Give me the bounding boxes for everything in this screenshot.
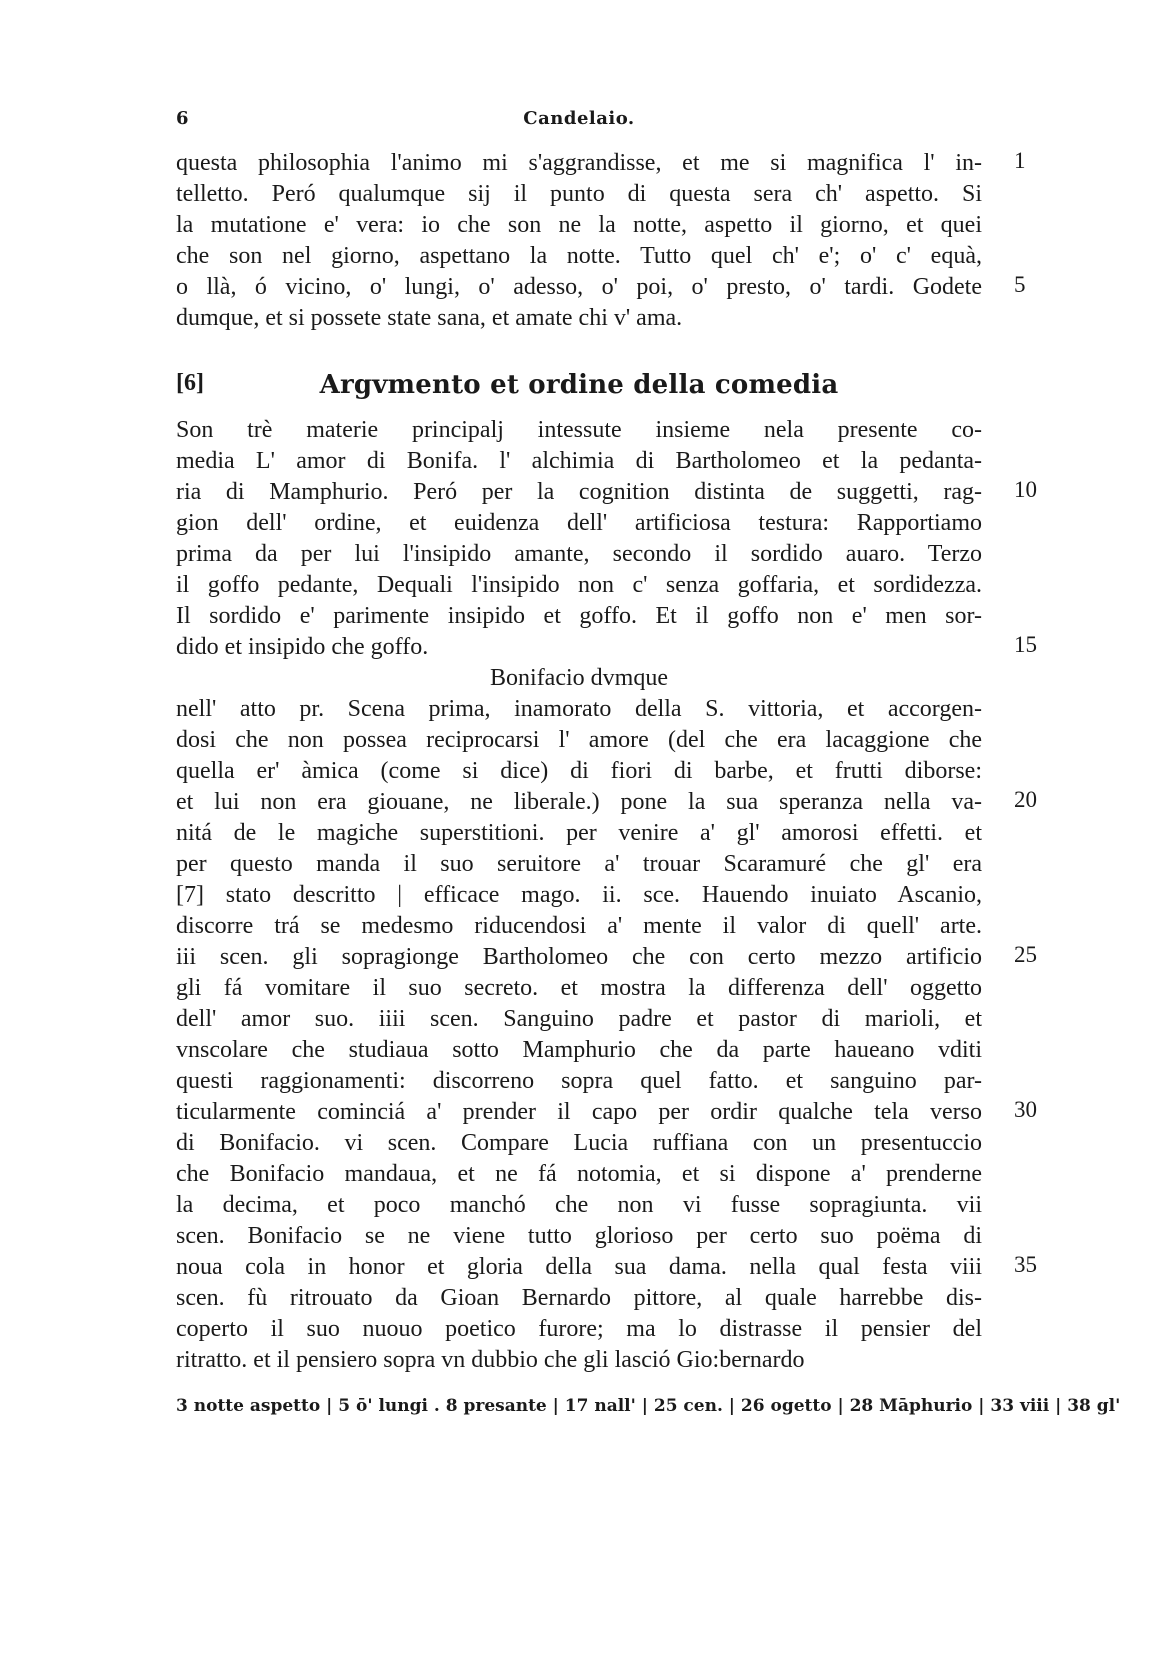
text-line: dosi che non possea reciprocarsi l' amore (del che era lacaggione che [176, 727, 982, 753]
text-line: questi raggionamenti: discorreno sopra quel fatto. et sanguino par- [176, 1068, 982, 1094]
text-line: et lui non era giouane, ne liberale.) pone la sua speranza nella va- [176, 789, 982, 815]
text-line: scen. fù ritrouato da Gioan Bernardo pittore, al quale harrebbe dis- [176, 1285, 982, 1311]
text-line: dido et insipido che goffo. [176, 634, 429, 660]
line-number: 10 [1014, 477, 1037, 502]
line-number: 15 [1014, 632, 1037, 657]
text-line: di Bonifacio. vi scen. Compare Lucia ruffiana con un presentuccio [176, 1130, 982, 1156]
intro-text-block [176, 148, 1026, 334]
running-head [176, 108, 982, 138]
text-line: la decima, et poco manchó che non vi fusse sopragiunta. vii [176, 1192, 982, 1218]
text-line: Bonifacio dvmque [490, 665, 668, 691]
text-line: ticularmente cominciá a' prender il capo per ordir qualche tela verso [176, 1099, 982, 1125]
text-line: o llà, ó vicino, o' lungi, o' adesso, o' poi, o' presto, o' tardi. Godete [176, 274, 982, 300]
text-line: per questo manda il suo seruitore a' trouar Scaramuré che gl' era [176, 851, 982, 877]
text-line: che Bonifacio mandaua, et ne fá notomia, et si dispone a' prenderne [176, 1161, 982, 1187]
page-number: 6 [176, 108, 190, 129]
text-line: dumque, et si possete state sana, et amate chi v' ama. [176, 305, 683, 331]
running-title: Candelaio. [523, 108, 635, 129]
text-line: scen. Bonifacio se ne viene tutto glorioso per certo suo poëma di [176, 1223, 982, 1249]
text-line: vnscolare che studiaua sotto Mamphurio che da parte haueano vditi [176, 1037, 982, 1063]
text-line: la mutatione e' vera: io che son ne la notte, aspetto il giorno, et quei [176, 212, 982, 238]
text-line: questa philosophia l'animo mi s'aggrandisse, et me si magnifica l' in- [176, 150, 982, 176]
section-heading [176, 370, 982, 410]
argument-text-block [176, 415, 1037, 1376]
text-line: che son nel giorno, aspettano la notte. Tutto quel ch' e'; o' c' equà, [176, 243, 982, 269]
line-number: 20 [1014, 787, 1037, 812]
text-line: nitá de le magiche superstitioni. per venire a' gl' amorosi effetti. et [176, 820, 982, 846]
text-line: media L' amor di Bonifa. l' alchimia di Bartholomeo et la pedanta- [176, 448, 982, 474]
line-number: 25 [1014, 942, 1037, 967]
text-line: telletto. Peró qualumque sij il punto di questa sera ch' aspetto. Si [176, 181, 982, 207]
text-line: dell' amor suo. iiii scen. Sanguino padre et pastor di marioli, et [176, 1006, 982, 1032]
text-line: gli fá vomitare il suo secreto. et mostra la differenza dell' oggetto [176, 975, 982, 1001]
text-line: iii scen. gli sopragionge Bartholomeo che con certo mezzo artificio [176, 944, 982, 970]
text-line: discorre trá se medesmo riducendosi a' mente il valor di quell' arte. [176, 913, 982, 939]
text-line: Il sordido e' parimente insipido et goffo. Et il goffo non e' men sor- [176, 603, 982, 629]
text-line: gion dell' ordine, et euidenza dell' artificiosa testura: Rapportiamo [176, 510, 982, 536]
line-number: 30 [1014, 1097, 1037, 1122]
text-line: coperto il suo nuouo poetico furore; ma lo distrasse il pensier del [176, 1316, 982, 1342]
text-line: prima da per lui l'insipido amante, secondo il sordido auaro. Terzo [176, 541, 982, 567]
text-line: [7] stato descritto | efficace mago. ii. sce. Hauendo inuiato Ascanio, [176, 882, 982, 908]
section-title: Argvmento et ordine della comedia [319, 370, 839, 400]
text-line: Son trè materie principalj intessute insieme nela presente co- [176, 417, 982, 443]
text-line: nell' atto pr. Scena prima, inamorato della S. vittoria, et accorgen- [176, 696, 982, 722]
line-number: 1 [1014, 148, 1026, 173]
line-number: 5 [1014, 272, 1026, 297]
text-line: quella er' àmica (come si dice) di fiori di barbe, et frutti diborse: [176, 758, 982, 784]
text-line: ria di Mamphurio. Peró per la cognition distinta de suggetti, rag- [176, 479, 982, 505]
line-number: 35 [1014, 1252, 1037, 1277]
critical-apparatus: 3 notte aspetto | 5 ō' lungi . 8 presante | 17 nall' | 25 cen. | 26 ogetto | 28 Māphurio | 33 viii | 38 gl' [176, 1396, 1121, 1416]
section-marker: [6] [176, 370, 204, 396]
text-line: ritratto. et il pensiero sopra vn dubbio che gli lasció Gio:bernardo [176, 1347, 805, 1373]
text-line: il goffo pedante, Dequali l'insipido non c' senza goffaria, et sordidezza. [176, 572, 982, 598]
text-line: noua cola in honor et gloria della sua dama. nella qual festa viii [176, 1254, 982, 1280]
